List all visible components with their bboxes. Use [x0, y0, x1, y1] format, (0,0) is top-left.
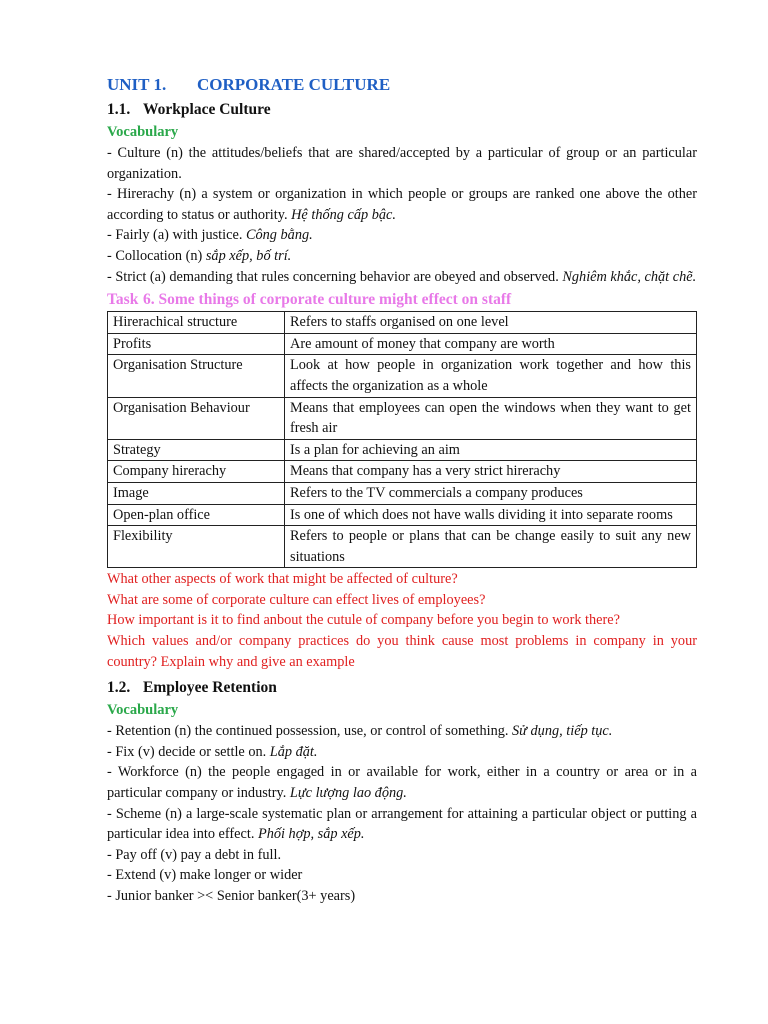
- table-row: [108, 397, 697, 439]
- section-number: 1.2.: [107, 679, 131, 697]
- vietnamese-translation: Nghiêm khắc, chặt chẽ.: [558, 268, 697, 285]
- vocabulary-item: [107, 267, 697, 288]
- definition-cell: Refers to staffs organised on one level: [285, 312, 697, 334]
- vocabulary-list-retention: [107, 721, 697, 906]
- term-cell: Hirerachical structure: [108, 312, 285, 334]
- vocabulary-item: [107, 886, 697, 907]
- definition-cell: Means that company has a very strict hirerachy: [285, 461, 697, 483]
- vocabulary-item: [107, 143, 697, 184]
- vietnamese-translation: Công bằng.: [242, 227, 313, 244]
- discussion-questions: [107, 569, 697, 672]
- table-row: [108, 333, 697, 355]
- vocabulary-definition: - Fairly (a) with justice.: [107, 227, 243, 244]
- term-cell: Flexibility: [108, 526, 285, 568]
- definition-cell: Refers to the TV commercials a company produces: [285, 482, 697, 504]
- term-cell: Strategy: [108, 439, 285, 461]
- vocabulary-definition: - Fix (v) decide or settle on.: [107, 743, 267, 760]
- section-number: 1.1.: [107, 101, 131, 118]
- task-word: Task: [107, 291, 139, 309]
- vocabulary-definition: - Junior banker >< Senior banker(3+ years): [107, 888, 356, 904]
- section-title: Employee Retention: [143, 679, 277, 697]
- vocabulary-item: [107, 225, 697, 246]
- section-title: Workplace Culture: [143, 101, 271, 118]
- term-cell: Open-plan office: [108, 504, 285, 526]
- vietnamese-translation: Hệ thống cấp bậc.: [287, 206, 396, 223]
- task-title: 6. Some things of corporate culture might effect on staff: [143, 291, 512, 309]
- vocabulary-definition: - Collocation (n): [107, 247, 203, 264]
- section-heading-employee-retention: [107, 676, 697, 700]
- vocabulary-definition: - Pay off (v) pay a debt in full.: [107, 846, 282, 863]
- unit-number: UNIT 1.: [107, 75, 167, 94]
- vocabulary-item: [107, 246, 697, 267]
- term-cell: Image: [108, 482, 285, 504]
- table-row: [108, 526, 697, 568]
- term-cell: Company hirerachy: [108, 461, 285, 483]
- definition-cell: Means that employees can open the windows when they want to get fresh air: [285, 397, 697, 439]
- question: What are some of corporate culture can effect lives of employees?: [107, 591, 486, 608]
- unit-title: CORPORATE CULTURE: [197, 75, 391, 94]
- section-heading-workplace-culture: [107, 98, 697, 122]
- table-row: [108, 482, 697, 504]
- task-heading: [107, 289, 697, 311]
- vietnamese-translation: sắp xếp, bố trí.: [202, 247, 292, 264]
- document-content: [107, 72, 697, 907]
- vocabulary-definition: - Strict (a) demanding that rules concerning behavior are obeyed and observed.: [107, 268, 559, 285]
- vocabulary-item: [107, 721, 697, 742]
- vocabulary-item: [107, 845, 697, 866]
- vocabulary-definition: - Culture (n) the attitudes/beliefs that are shared/accepted by a particular of group or an particular organization.: [107, 145, 697, 182]
- unit-heading: [107, 72, 697, 98]
- vocabulary-item: [107, 804, 697, 845]
- table-row: [108, 439, 697, 461]
- term-cell: Organisation Behaviour: [108, 397, 285, 439]
- question: What other aspects of work that might be affected of culture?: [107, 571, 458, 588]
- term-cell: Organisation Structure: [108, 355, 285, 397]
- question: Which values and/or company practices do you think cause most problems in company in your country? Explain why and give an example: [107, 633, 697, 670]
- definition-cell: Look at how people in organization work together and how this affects the organization as a whole: [285, 355, 697, 397]
- terms-table: [107, 311, 697, 568]
- vocabulary-label: Vocabulary: [107, 124, 179, 140]
- vietnamese-translation: Lắp đặt.: [266, 743, 318, 760]
- vocabulary-definition: - Scheme (n) a large-scale systematic plan or arrangement for attaining a particular object or putting a particular idea into effect.: [107, 805, 697, 843]
- vietnamese-translation: Sử dụng, tiếp tục.: [508, 723, 613, 740]
- vietnamese-translation: Lực lượng lao động.: [286, 785, 407, 802]
- table-row: [108, 312, 697, 334]
- vocabulary-definition: - Extend (v) make longer or wider: [107, 867, 303, 884]
- definition-cell: Refers to people or plans that can be change easily to suit any new situations: [285, 526, 697, 568]
- question: How important is it to find anbout the cutule of company before you begin to work there?: [107, 612, 620, 629]
- vocabulary-item: [107, 742, 697, 763]
- vocabulary-item: [107, 865, 697, 886]
- vocabulary-item: [107, 184, 697, 225]
- vocabulary-label: Vocabulary: [107, 702, 179, 719]
- vocabulary-definition: - Retention (n) the continued possession, use, or control of something.: [107, 723, 509, 740]
- definition-cell: Is one of which does not have walls dividing it into separate rooms: [285, 504, 697, 526]
- table-row: [108, 355, 697, 397]
- vocabulary-item: [107, 762, 697, 803]
- table-row: [108, 461, 697, 483]
- vietnamese-translation: Phối hợp, sắp xếp.: [254, 826, 365, 843]
- term-cell: Profits: [108, 333, 285, 355]
- definition-cell: Is a plan for achieving an aim: [285, 439, 697, 461]
- vocabulary-list-workplace: [107, 143, 697, 287]
- vocabulary-definition: - Hirerachy (n) a system or organization in which people or groups are ranked one above the other according to status or authority.: [107, 186, 697, 223]
- table-row: [108, 504, 697, 526]
- vocabulary-definition: - Workforce (n) the people engaged in or available for work, either in a country or area or in a particular company or industry.: [107, 764, 697, 802]
- definition-cell: Are amount of money that company are worth: [285, 333, 697, 355]
